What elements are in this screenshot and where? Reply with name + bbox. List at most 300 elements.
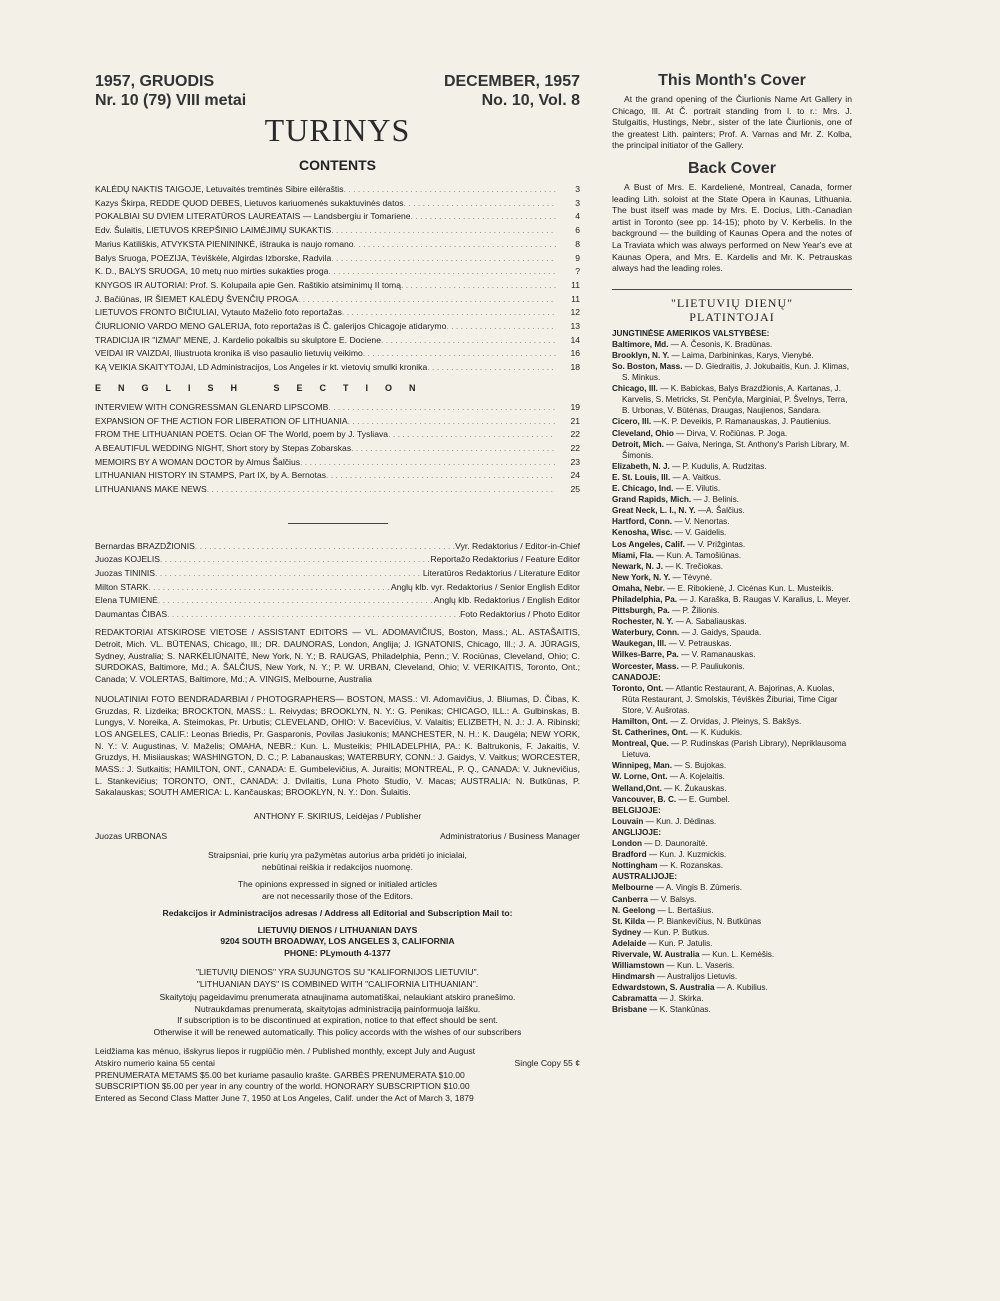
distributor-entry bbox=[612, 783, 852, 794]
distributor-city: Great Neck, L. I., N. Y. bbox=[612, 506, 696, 516]
distributor-entry bbox=[612, 428, 852, 439]
distributor-entry bbox=[612, 927, 852, 938]
distributor-entry bbox=[612, 616, 852, 627]
distributor-names: — J. Karaška, B. Raugas V. Karalius, L. Meyer. bbox=[679, 594, 851, 604]
merge-line: "LIETUVIŲ DIENOS" YRA SUJUNGTOS SU "KALIFORNIJOS LIETUVIU". bbox=[195, 967, 480, 978]
toc-leader bbox=[381, 334, 556, 348]
distributor-entry bbox=[612, 638, 852, 649]
staff-leader bbox=[195, 540, 455, 554]
publication-line: Leidžiama kas mėnuo, išskyrus liepos ir rugpiūčio mėn. / Published monthly, except July and August bbox=[95, 1046, 476, 1057]
address-line: LIETUVIŲ DIENOS / LITHUANIAN DAYS bbox=[257, 924, 418, 935]
toc-leader bbox=[207, 483, 556, 497]
distributor-city: E. Chicago, Ind. bbox=[612, 484, 674, 494]
english-section-heading: ENGLISH SECTION bbox=[95, 382, 433, 393]
toc-entry-title: Balys Sruoga, POEZIJA, Tėviškėle, Algirdas Izborske, Radvila bbox=[95, 252, 332, 263]
distributor-names: — Kun. L. Vaseris. bbox=[666, 961, 735, 971]
divider bbox=[288, 523, 388, 524]
distributor-names: — E. Vilutis. bbox=[675, 484, 721, 494]
toc-entry bbox=[95, 428, 580, 442]
distributor-city: St. Kilda bbox=[612, 916, 645, 926]
toc-page-number: 25 bbox=[570, 484, 580, 495]
renewal-line: Otherwise it will be renewed automatically. This policy accords with the wishes of our subscribers bbox=[153, 1026, 522, 1037]
toc-leader bbox=[354, 238, 556, 252]
distributor-entry bbox=[612, 627, 852, 638]
toc-page-number: 24 bbox=[570, 470, 580, 481]
admin-role: Administratorius / Business Manager bbox=[440, 830, 580, 841]
distributor-entry bbox=[612, 416, 852, 427]
right-column bbox=[612, 72, 852, 1016]
toc-entry bbox=[95, 197, 580, 211]
staff-name: Bernardas BRAZDŽIONIS bbox=[95, 540, 195, 551]
distributor-entry bbox=[612, 583, 852, 594]
address-block bbox=[95, 925, 580, 960]
distributor-entry bbox=[612, 439, 852, 461]
distributors-list bbox=[612, 328, 852, 1016]
distributor-names: — Z. Orvidas, J. Pleinys, S. Bakšys. bbox=[670, 717, 802, 726]
toc-entry-title: LIETUVOS FRONTO BIČIULIAI, Vytauto Maželio foto reportažas bbox=[95, 307, 342, 318]
distributor-entry bbox=[612, 505, 852, 516]
distributor-city: Detroit, Mich. bbox=[612, 439, 664, 449]
business-manager bbox=[95, 831, 580, 843]
toc-lithuanian bbox=[95, 183, 580, 375]
toc-entry-title: KNYGOS IR AUTORIAI: Prof. S. Kolupaila apie Gen. Raštikio atsiminimų II tomą bbox=[95, 279, 401, 290]
distributor-entry bbox=[612, 794, 852, 805]
distributor-city: Worcester, Mass. bbox=[612, 661, 679, 671]
toc-english bbox=[95, 401, 580, 497]
renewal-line: Nutraukdamas prenumeratą, skaitytojas administraciją painformuoja laišku. bbox=[194, 1003, 481, 1014]
distributor-entry bbox=[612, 661, 852, 672]
publication-line: PRENUMERATA METAMS $5.00 bet kuriame pasaulio krašte. GARBĖS PRENUMERATA $10.00 bbox=[95, 1069, 465, 1080]
distributor-city: N. Geelong bbox=[612, 905, 656, 915]
distributor-city: Elizabeth, N. J. bbox=[612, 461, 670, 471]
page-title: TURINYS bbox=[264, 112, 411, 148]
toc-entry bbox=[95, 183, 580, 197]
distributor-city: Chicago, Ill. bbox=[612, 384, 658, 394]
distributor-city: Louvain bbox=[612, 816, 644, 826]
note-en-line: are not necessarily those of the Editors. bbox=[262, 890, 413, 901]
toc-entry bbox=[95, 483, 580, 497]
toc-page-number: 13 bbox=[570, 321, 580, 332]
distributor-entry bbox=[612, 472, 852, 483]
toc-leader bbox=[404, 197, 556, 211]
staff-name: Juozas TININIS bbox=[95, 567, 156, 578]
renewal-line: Skaitytojų pageidavimu prenumerata atnaujinama automatiškai, nelaukiant atskiro pranešimo. bbox=[159, 992, 516, 1003]
distributor-city: New York, N. Y. bbox=[612, 572, 671, 582]
distributor-names: — K. Žukauskas. bbox=[664, 783, 727, 793]
distributor-city: Newark, N. J. bbox=[612, 561, 663, 571]
toc-page-number: 18 bbox=[570, 362, 580, 373]
distributor-region: ANGLIJOJE: bbox=[612, 827, 662, 837]
toc-page-number: 21 bbox=[570, 415, 580, 426]
distributor-names: —A. Šalčius. bbox=[697, 506, 745, 516]
distributor-city: Bradford bbox=[612, 850, 647, 860]
distributor-city: Pittsburgh, Pa. bbox=[612, 606, 670, 616]
distributor-entry bbox=[612, 971, 852, 982]
toc-entry bbox=[95, 469, 580, 483]
distributor-names: — P. Kudulis, A. Rudzitas. bbox=[672, 461, 767, 471]
distributor-names: — P. Rudinskas (Parish Library), Nepriklausoma Lietuva. bbox=[622, 739, 847, 760]
toc-leader bbox=[326, 469, 556, 483]
distributor-names: —K. P. Deveikis, P. Ramanauskas, J. Pautienius. bbox=[653, 417, 832, 427]
toc-page-number: 9 bbox=[575, 252, 580, 263]
distributor-names: — A. Sabaliauskas. bbox=[675, 617, 747, 627]
distributor-city: Vancouver, B. C. bbox=[612, 794, 677, 804]
distributor-entry bbox=[612, 383, 852, 416]
distributor-names: — Dirva, V. Ročiūnas. P. Joga. bbox=[676, 428, 788, 438]
merge-line: "LITHUANIAN DAYS" IS COMBINED WITH "CALIFORNIA LITHUANIAN". bbox=[196, 978, 479, 989]
toc-leader bbox=[300, 456, 556, 470]
price-en: Single Copy 55 ¢ bbox=[514, 1057, 580, 1068]
distributor-city: Toronto, Ont. bbox=[612, 683, 664, 693]
staff-role: Literatūros Redaktorius / Literature Editor bbox=[422, 567, 580, 578]
distributor-entry bbox=[612, 882, 852, 893]
toc-entry-title: VEIDAI IR VAIZDAI, Iliustruota kronika iš viso pasaulio lietuvių veikimo bbox=[95, 348, 363, 359]
distributor-entry bbox=[612, 350, 852, 361]
address-line: 9204 SOUTH BROADWAY, LOS ANGELES 3, CALIFORNIA bbox=[220, 936, 455, 947]
toc-page-number: 16 bbox=[570, 348, 580, 359]
distributor-names: — P. Žilionis. bbox=[672, 606, 720, 616]
distributor-city: Edwardstown, S. Australia bbox=[612, 983, 715, 993]
toc-leader bbox=[427, 361, 556, 375]
distributor-entry bbox=[612, 816, 852, 827]
distributor-entry bbox=[612, 516, 852, 527]
toc-leader bbox=[388, 428, 556, 442]
distributor-names: — V. Gaidelis. bbox=[674, 528, 727, 538]
distributor-city: Montreal, Que. bbox=[612, 739, 669, 749]
distributor-entry bbox=[612, 527, 852, 538]
distributor-city: London bbox=[612, 839, 643, 849]
distributor-names: — J. Gaidys, Spauda. bbox=[681, 628, 762, 638]
distributor-region: CANADOJE: bbox=[612, 672, 661, 682]
lt-date: 1957, GRUODIS bbox=[95, 73, 215, 90]
toc-entry-title: K. D., BALYS SRUOGA, 10 metų nuo mirties sukakties proga bbox=[95, 266, 329, 277]
toc-leader bbox=[446, 320, 556, 334]
toc-leader bbox=[401, 279, 556, 293]
staff-leader bbox=[158, 594, 434, 608]
publication-line: SUBSCRIPTION $5.00 per year in any country of the world. HONORARY SUBSCRIPTION $10.00 bbox=[95, 1081, 470, 1092]
masthead-lt bbox=[95, 72, 246, 110]
note-en bbox=[95, 879, 580, 902]
distributor-names: — K. Trečiokas. bbox=[665, 561, 724, 571]
distributor-city: Welland,Ont. bbox=[612, 783, 662, 793]
toc-entry-title: LITHUANIAN HISTORY IN STAMPS, Part IX, by A. Bernotas bbox=[95, 470, 326, 481]
distributor-names: — K. Stankūnas. bbox=[649, 1005, 711, 1015]
distributor-entry bbox=[612, 1004, 852, 1015]
toc-entry bbox=[95, 306, 580, 320]
distributor-names: — S. Bujokas. bbox=[674, 761, 727, 771]
distributor-entry bbox=[612, 361, 852, 383]
toc-entry bbox=[95, 224, 580, 238]
toc-leader bbox=[328, 401, 556, 415]
distributor-city: E. St. Louis, Ill. bbox=[612, 472, 671, 482]
price-line bbox=[95, 1058, 580, 1070]
distributor-entry bbox=[612, 849, 852, 860]
toc-leader bbox=[328, 265, 556, 279]
distributor-entry bbox=[612, 838, 852, 849]
distributor-names: — V. Prižgintas. bbox=[687, 539, 746, 549]
distributors-title-line: PLATINTOJAI bbox=[689, 309, 775, 324]
staff-entry bbox=[95, 567, 580, 581]
distributor-names: — Gaiva, Neringa, St. Anthony's Parish Library, M. Šimonis. bbox=[622, 439, 850, 460]
cover-title: This Month's Cover bbox=[658, 72, 806, 89]
toc-entry bbox=[95, 210, 580, 224]
staff-leader bbox=[155, 567, 423, 581]
distributor-entry bbox=[612, 938, 852, 949]
distributor-city: Hamilton, Ont. bbox=[612, 717, 668, 726]
staff-entry bbox=[95, 553, 580, 567]
distributor-city: Canberra bbox=[612, 894, 648, 904]
distributor-entry bbox=[612, 539, 852, 550]
distributor-names: — J. Skirka. bbox=[659, 994, 704, 1004]
toc-entry bbox=[95, 442, 580, 456]
distributor-names: — L. Bertašius. bbox=[657, 905, 714, 915]
toc-leader bbox=[411, 210, 556, 224]
renewal-notice bbox=[95, 992, 580, 1038]
publication-info bbox=[95, 1046, 580, 1104]
toc-page-number: 23 bbox=[570, 456, 580, 467]
distributor-city: Omaha, Nebr. bbox=[612, 583, 665, 593]
distributor-names: — K. Kudukis. bbox=[690, 728, 743, 738]
note-lt bbox=[95, 850, 580, 873]
staff-leader bbox=[167, 608, 460, 622]
staff-list bbox=[95, 540, 580, 622]
distributor-names: — J. Belinis. bbox=[693, 495, 739, 505]
renewal-line: If subscription is to be discontinued at expiration, notice to that effect should be sent. bbox=[177, 1015, 498, 1026]
toc-leader bbox=[298, 293, 556, 307]
distributor-city: Hartford, Conn. bbox=[612, 517, 673, 527]
distributor-city: Winnipeg, Man. bbox=[612, 761, 672, 771]
toc-entry-title: J. Bačiūnas, IR ŠIEMET KALĖDŲ ŠVENČIŲ PROGA bbox=[95, 293, 298, 304]
distributor-names: — A. Kojelaitis. bbox=[669, 772, 725, 782]
left-column bbox=[95, 72, 580, 1104]
distributors-title bbox=[612, 296, 852, 324]
toc-page-number: 3 bbox=[575, 184, 580, 194]
distributor-names: — E. Ribokienė, J. Cicėnas Kun. L. Musteikis. bbox=[667, 583, 834, 593]
toc-entry-title: MEMOIRS BY A WOMAN DOCTOR by Almus Šalčius bbox=[95, 456, 301, 467]
note-lt-line: Straipsniai, prie kurių yra pažymėtas autorius arba pridėti jo inicialai, bbox=[208, 850, 467, 861]
toc-entry bbox=[95, 320, 580, 334]
staff-name: Daumantas ČIBAS bbox=[95, 608, 168, 619]
distributor-entry bbox=[612, 494, 852, 505]
assistant-editors: REDAKTORIAI ATSKIROSE VIETOSE / ASSISTANT EDITORS — VL. ADOMAVIČIUS, Boston, Mass.; AL. ASTAŠAITIS, Detroit, Mich. VL. BŪTĖNAS, Chicago, Ill.; DR. DAUNORAS, London, Anglija; J. IGNATONIS, Chicago, Ill.; J. A. JŪRAGIS, Sydney, Australia; S. NARKĖLIŪNAITĖ, New York, N. Y.; B. RAUGAS, Philadelphia, Penn.; V. Rociūnas, Cleveland, Ohio; C. SURDOKAS, Baltimore, Md.; A. ŠALČIUS, New York, N. Y.; P. W. URBAN, Cleveland, Ohio; V. VERIKAITIS, Toronto, Ont.; Canada; V. VOLERTAS, Baltimore, Md.; A. VINGIS, Melbourne, Australia bbox=[95, 627, 580, 685]
distributor-city: Nottingham bbox=[612, 861, 658, 871]
distributor-entry bbox=[612, 483, 852, 494]
toc-entry-title: LITHUANIANS MAKE NEWS bbox=[95, 484, 207, 495]
admin-name: Juozas URBONAS bbox=[95, 830, 168, 841]
distributor-names: — Australijos Lietuvis. bbox=[657, 972, 738, 982]
staff-name: Milton STARK bbox=[95, 581, 149, 592]
staff-entry bbox=[95, 594, 580, 608]
distributor-names: — V. Nenortas. bbox=[674, 517, 730, 527]
staff-entry bbox=[95, 540, 580, 554]
distributor-names: — V. Ramanauskas. bbox=[681, 650, 756, 660]
contents-heading: CONTENTS bbox=[299, 157, 376, 173]
cover-text: At the grand opening of the Čiurlionis Name Art Gallery in Chicago, Ill. At Č. portrait standing from l. to r.: Mrs. J. Stulgaitis, Hustings, Nebr., sister of the late Čiurlionis, one of the greatest Lith. painters; Prof. A. Varnas and Mr. Z. Kolba, the principal initiator of the Gallery. bbox=[612, 94, 852, 151]
distributor-entry bbox=[612, 949, 852, 960]
distributor-entry bbox=[612, 860, 852, 871]
toc-entry bbox=[95, 415, 580, 429]
distributor-entry bbox=[612, 683, 852, 716]
distributor-city: Kenosha, Wisc. bbox=[612, 528, 673, 538]
distributor-names: — Kun. A. Tamošiūnas. bbox=[656, 550, 742, 560]
staff-role: Anglų klb. Redaktorius / English Editor bbox=[433, 595, 580, 606]
distributor-names: — K. Babickas, Balys Brazdžionis, A. Kartanas, J. Karvelis, S. Metricks, St. Penčyla, Marginiai, P. Švelnys, Terra, B. Urbonas, V. Būtėnas, Draugas, Naujienos, Sandara. bbox=[622, 384, 848, 416]
distributor-city: Cabramatta bbox=[612, 994, 658, 1004]
distributor-names: — D. Giedraitis, J. Jokubaitis, Kun. J. Klimas, S. Minkus. bbox=[622, 362, 850, 383]
toc-page-number: 11 bbox=[571, 279, 580, 290]
toc-entry bbox=[95, 456, 580, 470]
toc-entry-title: Kazys Škirpa, REDDE QUOD DEBES, Lietuvos kariuomenės sukaktuvinės datos bbox=[95, 197, 404, 208]
distributor-city: Williamstown bbox=[612, 961, 665, 971]
distributor-city: Rochester, N. Y. bbox=[612, 617, 674, 627]
distributor-names: — A. Vingis B. Zūmeris. bbox=[655, 883, 742, 893]
distributor-city: Rivervale, W. Australia bbox=[612, 949, 700, 959]
distributor-entry bbox=[612, 894, 852, 905]
toc-leader bbox=[331, 224, 556, 238]
toc-page-number: ? bbox=[575, 266, 580, 277]
toc-leader bbox=[363, 347, 556, 361]
price-lt: Atskiro numerio kaina 55 centai bbox=[95, 1057, 215, 1068]
toc-page-number: 11 bbox=[571, 293, 580, 304]
divider bbox=[612, 289, 852, 290]
distributor-names: — V. Petrauskas. bbox=[668, 639, 732, 649]
staff-role: Reportažo Redaktorius / Feature Editor bbox=[430, 554, 580, 565]
distributor-city: So. Boston, Mass. bbox=[612, 362, 683, 371]
distributor-city: Waterbury, Conn. bbox=[612, 628, 680, 638]
distributor-entry bbox=[612, 649, 852, 660]
distributor-names: — V. Balsys. bbox=[650, 894, 697, 904]
toc-page-number: 22 bbox=[570, 442, 580, 453]
toc-page-number: 8 bbox=[575, 238, 580, 249]
toc-entry bbox=[95, 293, 580, 307]
toc-entry-title: FROM THE LITHUANIAN POETS. Ocian OF The World, poem by J. Tysliava bbox=[95, 429, 389, 440]
distributor-names: — A. Česonis, K. Bradūnas. bbox=[670, 339, 773, 349]
distributor-names: — Laima, Darbininkas, Karys, Vienybė. bbox=[671, 350, 814, 360]
address-line: PHONE: PLymouth 4-1377 bbox=[284, 947, 391, 958]
back-cover-title: Back Cover bbox=[687, 159, 777, 177]
toc-page-number: 19 bbox=[570, 401, 580, 412]
toc-leader bbox=[331, 252, 556, 266]
distributor-names: — Kun. J. Kuzmickis. bbox=[648, 850, 727, 860]
distributor-names: — K. Rozanskas. bbox=[659, 861, 724, 871]
toc-page-number: 12 bbox=[570, 307, 580, 318]
staff-role: Anglų klb. vyr. Redaktorius / Senior English Editor bbox=[390, 581, 580, 592]
distributor-entry bbox=[612, 550, 852, 561]
distributor-city: Grand Rapids, Mich. bbox=[612, 495, 692, 505]
toc-entry-title: INTERVIEW WITH CONGRESSMAN GLENARD LIPSCOMB bbox=[95, 401, 329, 412]
distributor-city: Cleveland, Ohio bbox=[612, 428, 674, 438]
staff-entry bbox=[95, 581, 580, 595]
distributor-entry bbox=[612, 916, 852, 927]
distributor-entry bbox=[612, 461, 852, 472]
distributor-city: Cicero, Ill. bbox=[612, 417, 652, 427]
distributor-city: Miami, Fla. bbox=[612, 550, 654, 560]
toc-page-number: 3 bbox=[575, 197, 580, 208]
distributor-names: — Kun. L. Kemėšis. bbox=[701, 949, 775, 959]
distributor-names: — Kun. J. Dėdinas. bbox=[645, 816, 717, 826]
toc-entry bbox=[95, 361, 580, 375]
distributor-names: — Kun. P. Butkus. bbox=[643, 927, 710, 937]
distributor-city: Los Angeles, Calif. bbox=[612, 539, 685, 549]
distributor-entry bbox=[612, 993, 852, 1004]
toc-entry-title: A BEAUTIFUL WEDDING NIGHT, Short story by Stepas Zobarskas bbox=[95, 442, 352, 453]
distributor-names: — P. Biankevičius, N. Butkūnas bbox=[647, 916, 762, 926]
distributor-entry bbox=[612, 572, 852, 583]
distributor-entry bbox=[612, 960, 852, 971]
lt-issue: Nr. 10 (79) VIII metai bbox=[95, 92, 247, 109]
distributor-city: Melbourne bbox=[612, 883, 654, 893]
toc-leader bbox=[351, 442, 556, 456]
toc-entry bbox=[95, 347, 580, 361]
publication-line: Entered as Second Class Matter June 7, 1950 at Los Angeles, Calif. under the Act of March 3, 1879 bbox=[95, 1092, 474, 1103]
toc-entry-title: Marius Katiliškis, ATVYKSTA PIENININKĖ, ištrauka is naujo romano bbox=[95, 238, 354, 249]
toc-entry-title: EXPANSION OF THE ACTION FOR LIBERATION OF LITHUANIA bbox=[95, 415, 348, 426]
toc-entry-title: Edv. Šulaitis, LIETUVOS KREPŠINIO LAIMĖJIMŲ SUKAKTIS bbox=[95, 225, 332, 236]
distributor-entry bbox=[612, 760, 852, 771]
distributor-entry bbox=[612, 905, 852, 916]
distributor-entry bbox=[612, 727, 852, 738]
distributor-city: St. Catherines, Ont. bbox=[612, 728, 688, 738]
toc-leader bbox=[342, 306, 556, 320]
distributor-city: Baltimore, Md. bbox=[612, 339, 669, 349]
note-en-line: The opinions expressed in signed or initialed articles bbox=[237, 879, 438, 890]
staff-role: Foto Redaktorius / Photo Editor bbox=[460, 608, 580, 619]
masthead bbox=[95, 72, 580, 110]
toc-leader bbox=[344, 183, 556, 197]
distributor-entry bbox=[612, 339, 852, 350]
distributor-city: Philadelphia, Pa. bbox=[612, 594, 678, 604]
toc-entry-title: TRADICIJA IR "IZMAI" MENE, J. Kardelio pokalbis su skulptore E. Dociene bbox=[95, 334, 381, 345]
toc-entry-title: POKALBIAI SU DVIEM LITERATŪROS LAUREATAIS — Landsbergiu ir Tomariene bbox=[95, 211, 411, 222]
distributor-names: — A. Kubilius. bbox=[716, 983, 768, 993]
toc-entry bbox=[95, 238, 580, 252]
distributor-names: — P. Pauliukonis. bbox=[681, 661, 745, 671]
distributor-city: Hindmarsh bbox=[612, 972, 655, 982]
toc-entry bbox=[95, 265, 580, 279]
distributor-names: — E. Gumbel. bbox=[678, 794, 730, 804]
note-lt-line: nebūtinai reiškia ir redakcijos nuomonę. bbox=[262, 861, 413, 872]
distributor-city: W. Lorne, Ont. bbox=[612, 772, 668, 782]
distributor-names: — D. Daunoraitė. bbox=[644, 839, 708, 849]
toc-entry bbox=[95, 401, 580, 415]
staff-role: Vyr. Redaktorius / Editor-in-Chief bbox=[455, 540, 580, 551]
distributor-entry bbox=[612, 982, 852, 993]
toc-entry-title: ČIURLIONIO VARDO MENO GALERIJA, foto reportažas iš Č. galerijos Chicagoje atidarymo bbox=[95, 321, 447, 332]
distributor-region: BELGIJOJE: bbox=[612, 805, 661, 815]
toc-entry-title: KĄ VEIKIA SKAITYTOJAI, LD Administracijos, Los Angeles ir kt. vietovių smulki kronika bbox=[95, 362, 428, 373]
distributor-city: Wilkes-Barre, Pa. bbox=[612, 650, 679, 660]
toc-entry bbox=[95, 279, 580, 293]
distributor-entry bbox=[612, 605, 852, 616]
distributor-entry bbox=[612, 716, 852, 727]
toc-page-number: 6 bbox=[575, 225, 580, 236]
back-cover-text: A Bust of Mrs. E. Kardelienė, Montreal, Canada, former leading Lith. soloist at the State Opera in Kaunas, Lithuania. The bust itself was made by Mrs. E. Docius, Lith.-Canadian artist in Toronto (see pp. 14-15); photo by V. Kerbelis. In the background — the building of Kaunas Opera and the notes of La Traviata which was always performed on New Year's eve at Kaunas Opera, and Mrs. E. Kardelis and Mr. K. Petrauskas always had the leading roles. bbox=[612, 181, 852, 274]
distributor-region: JUNGTINĖSE AMERIKOS VALSTYBĖSE: bbox=[612, 328, 770, 338]
address-heading: Redakcijos ir Administracijos adresas / Address all Editorial and Subscription Mail to: bbox=[162, 908, 513, 919]
distributor-names: — Kun. P. Jatulis. bbox=[648, 938, 713, 948]
distributor-entry bbox=[612, 738, 852, 760]
distributor-city: Brooklyn, N. Y. bbox=[612, 350, 670, 360]
staff-entry bbox=[95, 608, 580, 622]
staff-name: Elena TUMIENĖ bbox=[95, 595, 158, 606]
publisher: ANTHONY F. SKIRIUS, Leidėjas / Publisher bbox=[253, 811, 422, 822]
staff-name: Juozas KOJELIS bbox=[95, 554, 160, 565]
distributor-city: Adelaide bbox=[612, 938, 647, 948]
photographers: NUOLATINIAI FOTO BENDRADARBIAI / PHOTOGRAPHERS— BOSTON, MASS.: Vl. Adomavičius, J. Bliumas, D. Čibas, K. Gruzdas, R. Lizdeika; BROCKTON, MASS.: L. Reivydas; BROOKLYN, N. Y.: G. Penikas; CHICAGO, ILL.: A. Gulbinskas, B. Lungys, V. Noreika, A. Steimokas, Pr. Urbutis; CLEVELAND, OHIO: V. Bacevičius, V. Valaitis; ELIZBETH, N. J.: J. A. Ribinski; LOS ANGELES, CALIF.: Leonas Briedis, Pr. Gasparonis, Povilas Jasiukonis; MANCHESTER, N. H.: K. Daugėla; NEW YORK, N. Y.: V. Augustinas, V. Maželis; OMAHA, NEBR.: Kun. L. Musteikis; PHILADELPHIA, PA.: K. Baltrukonis, F. Jakaitis, V. Gruzdys, H. Misiiauskas; WASHINGTON, D. C.; P. Labanauskas; WATERBURY, CONN.: J. Gaidys, V. Vaitkus; WORCESTER, MASS.: J. Sutkaitis; HAMILTON, ONT., CANADA: E. Gumbelevičius, A. Juraitis; MONTREAL, P. Q., CANADA: V. Juknevičius, L. Stankevičius; TORONTO, ONT., CANADA: J. Dvilaitis, Luna Photo Studio, V. Macas; AUSTRALIA: N. Butkūnas, P. Sakalauskas; SOUTH AMERICA: L. Kančauskas; BROOKLYN, N. Y.: Don. Šulaitis. bbox=[95, 693, 580, 798]
staff-leader bbox=[160, 553, 431, 567]
merge-notice bbox=[95, 967, 580, 990]
distributor-city: Brisbane bbox=[612, 1005, 648, 1015]
